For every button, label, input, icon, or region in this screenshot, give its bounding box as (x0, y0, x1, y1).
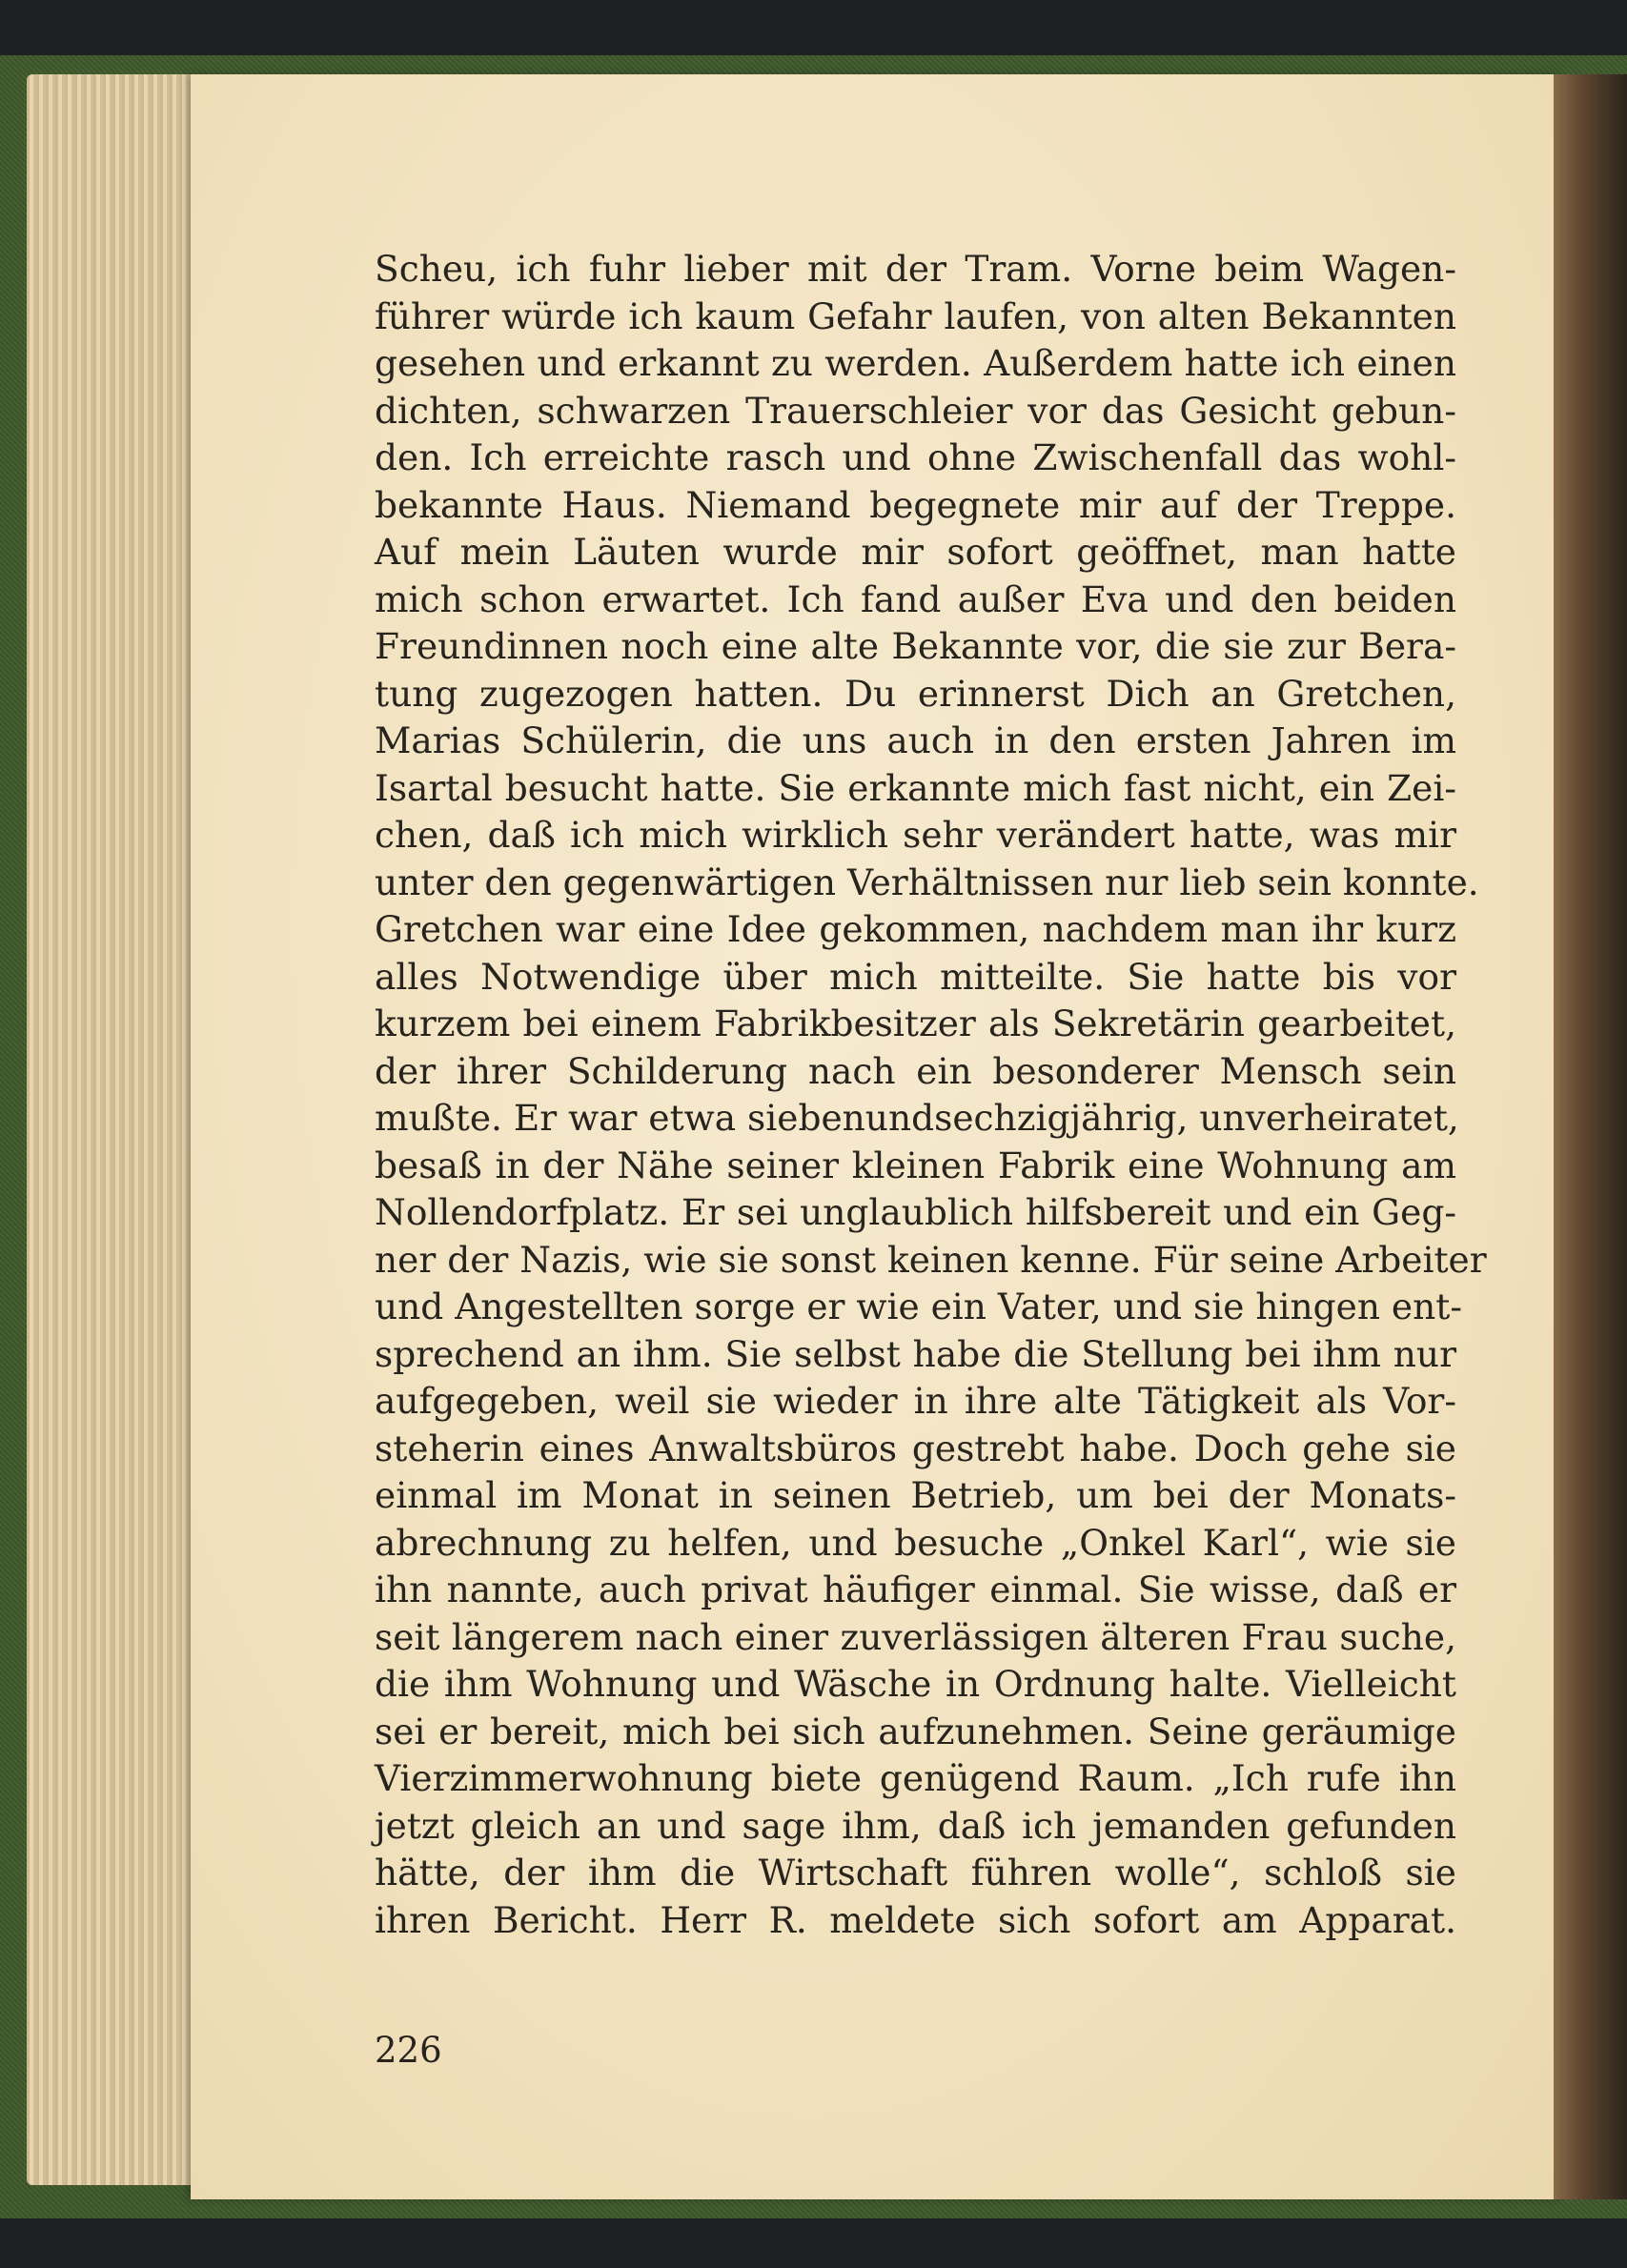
text-line: jetzt gleich an und sage ihm, daß ich jemanden gefunden (375, 1804, 1456, 1847)
text-line: gesehen und erkannt zu werden. Außerdem hatte ich einen (375, 342, 1456, 384)
text-line: und Angestellten sorge er wie ein Vater, und sie hingen ent- (375, 1286, 1462, 1327)
text-line: steherin eines Anwaltsbüros gestrebt habe. Doch gehe sie (375, 1427, 1456, 1469)
text-line: besaß in der Nähe seiner kleinen Fabrik eine Wohnung am (375, 1144, 1456, 1186)
text-line: abrechnung zu helfen, und besuche „Onkel Karl“, wie sie (375, 1521, 1456, 1564)
text-line: führer würde ich kaum Gefahr laufen, von alten Bekannten (375, 294, 1456, 337)
text-line: ihren Bericht. Herr R. meldete sich sofort am Apparat. (375, 1898, 1456, 1941)
text-line: kurzem bei einem Fabrikbesitzer als Sekretärin gearbeitet, (375, 1002, 1456, 1044)
text-line: seit längerem nach einer zuverlässigen älteren Frau suche, (375, 1615, 1456, 1658)
text-line: Vierzimmerwohnung biete genügend Raum. „Ich rufe ihn (375, 1757, 1456, 1799)
text-line: Nollendorfplatz. Er sei unglaublich hilfsbereit und ein Geg- (375, 1191, 1456, 1233)
text-line: die ihm Wohnung und Wäsche in Ordnung halte. Vielleicht (375, 1663, 1456, 1705)
text-line: Freundinnen noch eine alte Bekannte vor, die sie zur Bera- (375, 625, 1456, 667)
text-line: Auf mein Läuten wurde mir sofort geöffnet, man hatte (375, 531, 1456, 573)
text-line: alles Notwendige über mich mitteilte. Sie hatte bis vor (375, 955, 1456, 998)
page-number: 226 (375, 2030, 442, 2071)
text-line: sprechend an ihm. Sie selbst habe die Stellung bei ihm nur (375, 1332, 1456, 1375)
text-line: tung zugezogen hatten. Du erinnerst Dich an Gretchen, (375, 672, 1456, 715)
text-line: Scheu, ich fuhr lieber mit der Tram. Vorne beim Wagen- (375, 248, 1456, 290)
book-gutter (1554, 74, 1627, 2199)
text-line: Marias Schülerin, die uns auch in den ersten Jahren im (375, 719, 1456, 761)
body-text (375, 246, 1487, 1944)
text-line: chen, daß ich mich wirklich sehr verändert hatte, was mir (375, 814, 1456, 856)
text-line: aufgegeben, weil sie wieder in ihre alte Tätigkeit als Vor- (375, 1380, 1456, 1422)
text-line: hätte, der ihm die Wirtschaft führen wolle“, schloß sie (375, 1852, 1456, 1893)
text-line: mich schon erwartet. Ich fand außer Eva und den beiden (375, 577, 1456, 620)
background-top (0, 0, 1627, 55)
text-line: Gretchen war eine Idee gekommen, nachdem man ihr kurz (375, 908, 1456, 950)
text-line: dichten, schwarzen Trauerschleier vor das Gesicht gebun- (375, 389, 1456, 432)
text-line: Isartal besucht hatte. Sie erkannte mich fast nicht, ein Zei- (375, 766, 1456, 809)
text-line: sei er bereit, mich bei sich aufzunehmen. Seine geräumige (375, 1710, 1456, 1752)
text-line: den. Ich erreichte rasch und ohne Zwischenfall das wohl- (375, 436, 1456, 478)
text-line: ihn nannte, auch privat häufiger einmal. Sie wisse, daß er (375, 1569, 1456, 1610)
text-line: einmal im Monat in seinen Betrieb, um bei der Monats- (375, 1474, 1456, 1516)
text-line: unter den gegenwärtigen Verhältnissen nur lieb sein konnte. (375, 861, 1479, 903)
text-line: bekannte Haus. Niemand begegnete mir auf der Treppe. (375, 483, 1456, 526)
text-line: ner der Nazis, wie sie sonst keinen kenne. Für seine Arbeiter (375, 1238, 1487, 1281)
text-line: mußte. Er war etwa siebenundsechzigjährig, unverheiratet, (375, 1097, 1459, 1139)
text-line: der ihrer Schilderung nach ein besonderer Mensch sein (375, 1049, 1456, 1092)
